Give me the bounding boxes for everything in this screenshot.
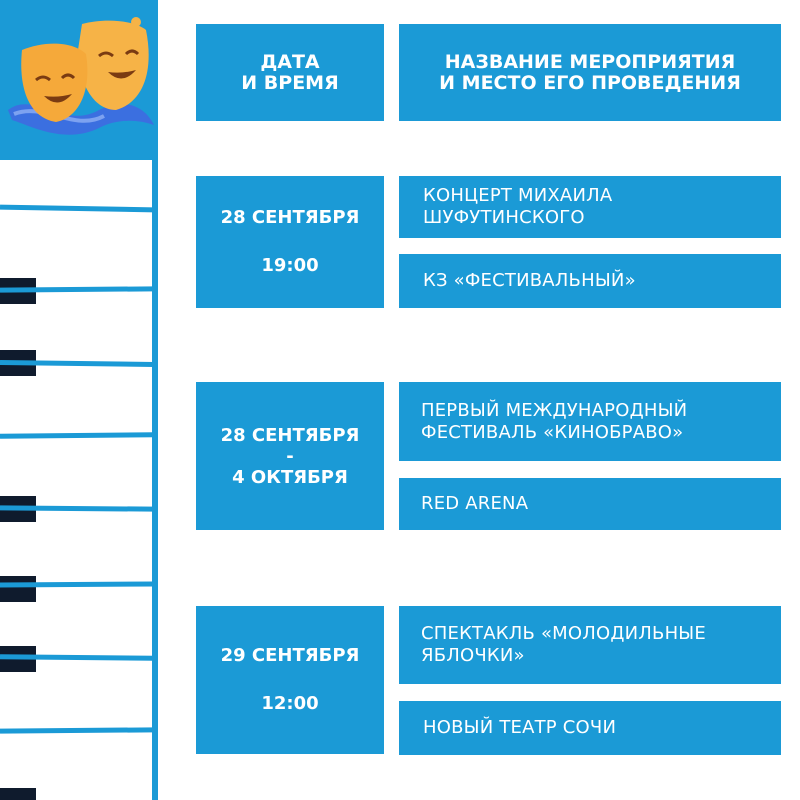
event-date-cell <box>196 176 384 308</box>
key-line <box>0 432 154 439</box>
key-line <box>0 727 154 733</box>
event-time: 12:00 <box>261 693 319 714</box>
piano-strip <box>0 0 160 800</box>
event-title-line2: ШУФУТИНСКОГО <box>423 207 585 228</box>
event-venue-cell <box>399 701 781 755</box>
event-venue-cell <box>399 254 781 308</box>
event-date-start: 28 СЕНТЯБРЯ <box>220 424 360 446</box>
event-date-end: 4 ОКТЯБРЯ <box>232 466 348 488</box>
header-date-line1: ДАТА <box>260 50 320 73</box>
event-date-cell <box>196 382 384 530</box>
black-key <box>0 788 36 800</box>
header-name-line1: НАЗВАНИЕ МЕРОПРИЯТИЯ <box>444 50 736 73</box>
black-key <box>0 576 36 602</box>
event-date: 29 СЕНТЯБРЯ <box>220 645 360 666</box>
header-date-line2: И ВРЕМЯ <box>241 71 339 94</box>
event-title-line1: СПЕКТАКЛЬ «МОЛОДИЛЬНЫЕ <box>421 623 706 644</box>
event-title-line2: ФЕСТИВАЛЬ «КИНОБРАВО» <box>421 421 684 443</box>
event-title-cell <box>399 176 781 238</box>
event-title-line1: ПЕРВЫЙ МЕЖДУНАРОДНЫЙ <box>421 399 688 421</box>
header-name-line2: И МЕСТО ЕГО ПРОВЕДЕНИЯ <box>439 71 741 94</box>
event-date-separator: - <box>286 445 294 467</box>
event-title-line2: ЯБЛОЧКИ» <box>421 645 525 666</box>
event-date-cell <box>196 606 384 754</box>
event-venue: КЗ «ФЕСТИВАЛЬНЫЙ» <box>423 270 636 291</box>
event-title-cell <box>399 606 781 684</box>
event-time: 19:00 <box>261 255 319 276</box>
event-venue-cell <box>399 478 781 530</box>
key-line <box>0 205 154 213</box>
event-title-line1: КОНЦЕРТ МИХАИЛА <box>423 185 613 206</box>
event-title-cell <box>399 382 781 461</box>
key-line <box>0 581 154 587</box>
header-event-name <box>399 24 781 121</box>
strip-edge <box>152 150 158 800</box>
key-line <box>0 286 154 292</box>
event-venue: RED ARENA <box>421 493 529 514</box>
header-date-time <box>196 24 384 121</box>
event-date: 28 СЕНТЯБРЯ <box>220 207 360 228</box>
theater-masks-icon <box>4 10 160 140</box>
event-venue: НОВЫЙ ТЕАТР СОЧИ <box>423 717 617 738</box>
